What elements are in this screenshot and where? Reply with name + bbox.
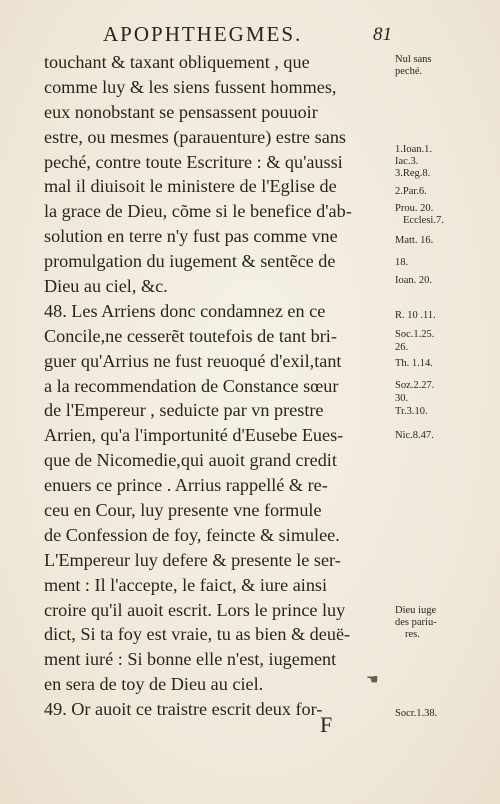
margin-note-text: Th. 1.14. — [395, 358, 433, 369]
text-line: ceu en Cour, luy presente vne formule — [44, 500, 322, 521]
text-line: 48. Les Arriens donc condamnez en ce — [44, 300, 326, 321]
running-title: APOPHTHEGMES. — [103, 22, 303, 46]
margin-note — [395, 605, 437, 641]
margin-note — [395, 380, 434, 392]
margin-note-text: Soc.1.25. — [395, 329, 435, 340]
body-text — [44, 50, 392, 722]
text-line: comme luy & les siens fussent hommes, — [44, 76, 337, 97]
text-line: de Confession de foy, feincte & simulee. — [44, 524, 340, 545]
hand-pointer-ornament: ☚ — [366, 673, 379, 688]
text-line: Concile,ne cesserẽt toutefois de tant bri- — [44, 325, 337, 346]
margin-note-text: 2.Par.6. — [395, 186, 427, 197]
margin-note-text: 30. — [395, 393, 409, 404]
text-line: eux nonobstant se pensassent pouuoir — [44, 101, 318, 122]
margin-note-text: Matt. 16. — [395, 235, 434, 246]
page-number: 81 — [373, 24, 392, 45]
margin-note — [395, 342, 408, 354]
margin-note-text: 3.Reg.8. — [395, 168, 431, 179]
text-line: peché, contre toute Escriture : & qu'aussi — [44, 151, 343, 172]
text-line: dict, Si ta foy est vraie, tu as bien & deuë- — [44, 624, 351, 645]
text-line: promulgation du iugement & sentẽce de — [44, 251, 336, 272]
margin-note — [395, 406, 428, 418]
text-line: L'Empereur luy defere & presente le ser- — [44, 549, 341, 570]
page-footer — [0, 712, 500, 740]
margin-note — [395, 156, 430, 180]
margin-note-text: 18. — [395, 257, 409, 268]
text-line: 49. Or auoit ce traistre escrit deux for- — [44, 699, 323, 720]
margin-note-text: Nul sans — [395, 54, 432, 65]
text-line: de l'Empereur , seduicte par vn prestre — [44, 400, 324, 421]
margin-note-text: Prou. 20. — [395, 203, 434, 214]
text-line: mal il diuisoit le ministere de l'Eglise de — [44, 176, 337, 197]
margin-note — [395, 235, 433, 247]
margin-note — [395, 310, 436, 322]
text-line: touchant & taxant obliquement , que — [44, 52, 310, 72]
margin-note — [395, 430, 434, 442]
margin-note-text: Soz.2.27. — [395, 380, 435, 391]
text-line: ment iuré : Si bonne elle n'est, iugement — [44, 649, 337, 670]
margin-note-text: des pariu- — [395, 617, 437, 628]
margin-note-text: Dieu iuge — [395, 605, 437, 616]
text-line: guer qu'Arrius ne fust reuoqué d'exil,tant — [44, 350, 342, 371]
text-line: que de Nicomedie,qui auoit grand credit — [44, 450, 337, 471]
text-line: a la recommendation de Constance sœur — [44, 375, 339, 396]
margin-note — [395, 203, 444, 227]
margin-note-text: 1.Ioan.1. — [395, 144, 433, 155]
margin-note-text: Tr.3.10. — [395, 406, 428, 417]
text-line: solution en terre n'y fust pas comme vne — [44, 226, 338, 247]
text-line: ment : Il l'accepte, le faict, & iure ainsi — [44, 574, 328, 595]
text-line: en sera de toy de Dieu au ciel. — [44, 674, 264, 695]
signature-mark: F — [320, 712, 333, 737]
text-line: croire qu'il auoit escrit. Lors le prince luy — [44, 599, 346, 620]
margin-note-text: Socr.1.38. — [395, 708, 438, 719]
margin-note — [395, 358, 433, 370]
margin-note-text: Ioan. 20. — [395, 275, 433, 286]
margin-note-text: R. 10 .11. — [395, 310, 436, 321]
margin-note — [395, 186, 427, 198]
text-line: estre, ou mesmes (parauenture) estre sans — [44, 126, 346, 147]
text-line: enuers ce prince . Arrius rappellé & re- — [44, 475, 328, 496]
margin-note — [395, 393, 408, 405]
margin-note-text: Iac.3. — [395, 156, 419, 167]
margin-note — [395, 54, 431, 78]
margin-note-text: Ecclesi.7. — [403, 215, 444, 226]
text-line: Arrien, qu'a l'importunité d'Eusebe Eues- — [44, 425, 344, 446]
text-line: la grace de Dieu, cõme si le benefice d'ab- — [44, 201, 352, 222]
text-line: Dieu au ciel, &c. — [44, 276, 168, 297]
margin-note-text: peché. — [395, 66, 423, 77]
margin-note — [395, 275, 432, 287]
margin-note — [395, 257, 408, 269]
margin-note — [395, 329, 434, 341]
page-header — [0, 22, 500, 48]
margin-note-text: 26. — [395, 342, 409, 353]
margin-note-text: Nic.8.47. — [395, 430, 434, 441]
margin-note — [395, 144, 432, 156]
margin-note-text: res. — [405, 629, 420, 640]
